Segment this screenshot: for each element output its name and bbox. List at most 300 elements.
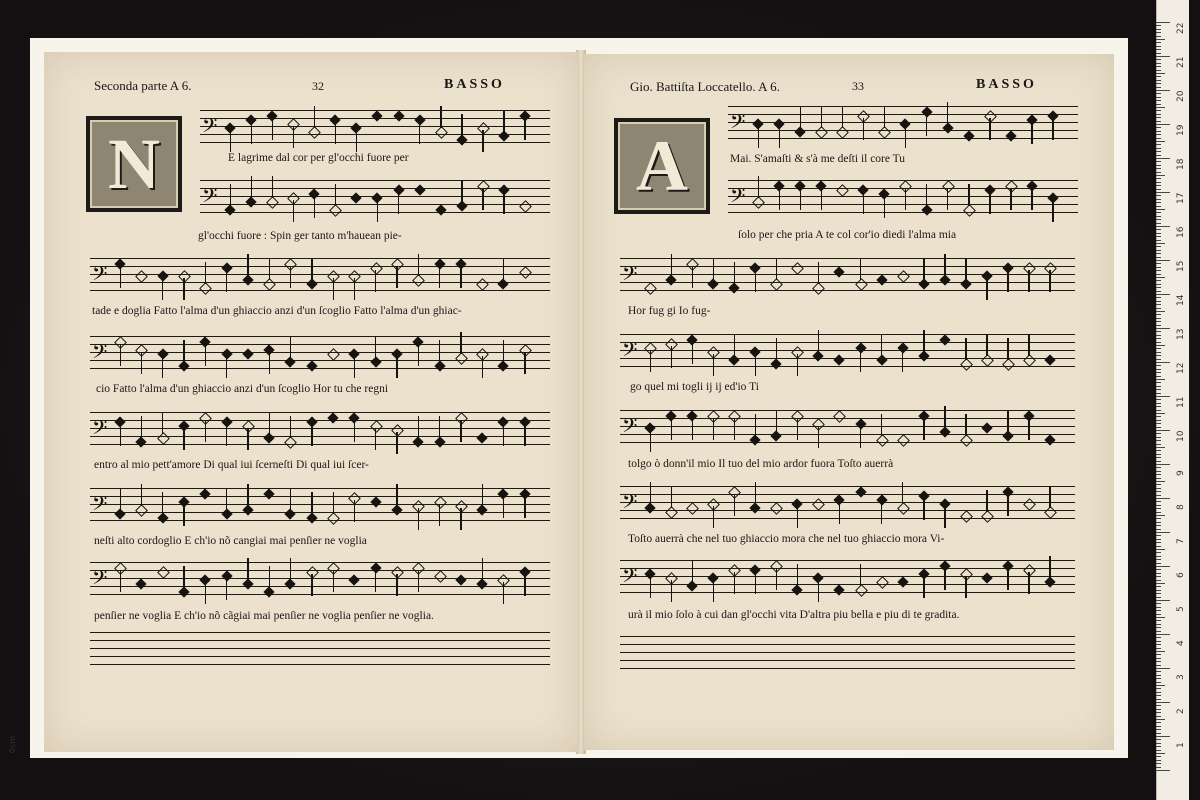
ruler-tick <box>1156 257 1161 258</box>
ruler-tick <box>1156 22 1170 23</box>
note-stem <box>863 118 864 140</box>
right-lyric-line-1: Mai. S'amaſti & s'à me deſti il core Tu <box>730 153 906 165</box>
note-stem <box>293 126 294 148</box>
music-note <box>834 410 847 423</box>
ruler-tick <box>1156 195 1161 196</box>
note-stem <box>671 580 672 602</box>
ruler-tick <box>1156 274 1161 275</box>
ruler-tick <box>1156 189 1161 190</box>
music-note <box>136 578 147 589</box>
ruler-tick <box>1156 464 1170 465</box>
ruler-tick <box>1156 90 1170 91</box>
ruler-tick <box>1156 753 1165 754</box>
note-stem <box>881 414 882 436</box>
ruler-tick <box>1156 450 1161 451</box>
ruler-tick <box>1156 223 1161 224</box>
ruler-tick <box>1156 705 1161 706</box>
ruler-tick <box>1156 240 1161 241</box>
music-note <box>372 110 383 121</box>
ruler-tick <box>1156 202 1161 203</box>
note-stem <box>183 504 184 526</box>
ruler-tick <box>1156 107 1165 108</box>
note-stem <box>269 412 270 434</box>
music-note <box>266 196 279 209</box>
music-note <box>519 200 532 213</box>
ruler-tick <box>1156 685 1165 686</box>
note-stem <box>968 184 969 206</box>
clef-icon: 𝄢 <box>730 110 746 138</box>
ruler-tick <box>1156 314 1161 315</box>
music-note <box>285 578 296 589</box>
initial-letter: N <box>108 124 160 204</box>
staff-line <box>90 664 550 665</box>
note-stem <box>183 340 184 362</box>
music-note <box>263 278 276 291</box>
music-note <box>794 126 805 137</box>
ruler-tick <box>1156 331 1161 332</box>
ruler-tick <box>1156 733 1161 734</box>
note-stem <box>226 488 227 510</box>
right-music-staff <box>620 560 1075 600</box>
clef-icon: 𝄢 <box>622 262 638 290</box>
ruler-tick <box>1156 250 1161 251</box>
ruler-tick <box>1156 83 1161 84</box>
staff-line <box>90 648 550 649</box>
note-stem <box>755 572 756 594</box>
note-stem <box>354 500 355 522</box>
staff-line <box>90 344 550 345</box>
ruler-tick <box>1156 260 1170 261</box>
ruler-number: 9 <box>1176 470 1186 476</box>
ruler-tick <box>1156 321 1161 322</box>
note-stem <box>797 418 798 440</box>
right-music-staff <box>620 258 1075 298</box>
ruler-tick <box>1156 172 1161 173</box>
right-header-title: Gio. Battiſta Loccatello. A 6. <box>630 79 780 94</box>
music-note <box>349 574 360 585</box>
note-stem <box>251 122 252 144</box>
ruler-tick <box>1156 175 1165 176</box>
ruler-tick <box>1156 376 1161 377</box>
music-note <box>285 436 298 449</box>
ruler-tick <box>1156 348 1161 349</box>
ruler-tick <box>1156 318 1161 319</box>
note-stem <box>524 574 525 596</box>
left-header-title: Seconda parte A 6. <box>94 78 192 93</box>
ruler-tick <box>1156 379 1165 380</box>
ruler-tick <box>1156 641 1161 642</box>
ruler-tick <box>1156 114 1161 115</box>
ruler-tick <box>1156 539 1161 540</box>
left-lyric-line-6: neſti alto cordoglio E ch'io nõ cangiai mai penſier ne voglia <box>94 535 367 547</box>
note-stem <box>205 582 206 604</box>
music-note <box>939 274 950 285</box>
note-stem <box>923 576 924 598</box>
ruler-tick <box>1156 151 1161 152</box>
ruler-tick <box>1156 294 1170 295</box>
music-note <box>897 576 908 587</box>
music-note <box>897 434 910 447</box>
ruler-tick <box>1156 593 1161 594</box>
ruler-tick <box>1156 297 1161 298</box>
ruler-tick <box>1156 216 1161 217</box>
staff-line <box>620 518 1075 519</box>
ruler-tick <box>1156 399 1161 400</box>
ruler-tick <box>1156 124 1170 125</box>
music-note <box>414 184 425 195</box>
note-stem <box>247 558 248 580</box>
staff-line <box>728 106 1078 107</box>
ruler-tick <box>1156 372 1161 373</box>
music-note <box>752 196 765 209</box>
ruler-tick <box>1156 80 1161 81</box>
ruler-tick <box>1156 529 1161 530</box>
note-stem <box>1049 556 1050 578</box>
note-stem <box>141 352 142 374</box>
music-note <box>476 504 487 515</box>
note-stem <box>396 574 397 596</box>
note-stem <box>439 266 440 288</box>
ruler-tick <box>1156 692 1161 693</box>
ruler-tick <box>1156 467 1161 468</box>
ruler-tick <box>1156 56 1170 57</box>
left-voice-label: BASSO <box>444 77 505 92</box>
decorated-initial-a <box>614 118 710 214</box>
ruler-tick <box>1156 76 1161 77</box>
music-note <box>306 278 317 289</box>
ruler-tick <box>1156 576 1161 577</box>
ruler-tick <box>1156 117 1161 118</box>
note-stem <box>418 254 419 276</box>
ruler-tick <box>1156 736 1170 737</box>
music-note <box>644 282 657 295</box>
music-note <box>834 354 845 365</box>
ruler-tick <box>1156 53 1161 54</box>
note-stem <box>926 114 927 136</box>
ruler-tick <box>1156 644 1161 645</box>
music-note <box>519 266 532 279</box>
note-stem <box>439 340 440 362</box>
left-music-staff <box>90 412 550 452</box>
ruler-tick <box>1156 457 1161 458</box>
ruler-tick <box>1156 97 1161 98</box>
ruler-tick <box>1156 569 1161 570</box>
music-note <box>963 130 974 141</box>
note-stem <box>439 416 440 438</box>
note-stem <box>860 426 861 448</box>
music-note <box>918 350 929 361</box>
ruler-tick <box>1156 403 1161 404</box>
note-stem <box>1031 122 1032 144</box>
ruler-tick <box>1156 607 1161 608</box>
initial-letter: A <box>636 126 688 206</box>
note-stem <box>460 420 461 442</box>
music-note <box>939 334 950 345</box>
music-note <box>455 574 466 585</box>
ruler-number: 15 <box>1176 260 1186 272</box>
ruler-tick <box>1156 338 1161 339</box>
staff-line <box>90 640 550 641</box>
ruler-tick <box>1156 739 1161 740</box>
ruler-tick <box>1156 522 1161 523</box>
music-note <box>157 432 170 445</box>
note-stem <box>183 278 184 300</box>
music-note <box>1023 498 1036 511</box>
note-stem <box>439 504 440 526</box>
note-stem <box>396 356 397 378</box>
ruler-number: 21 <box>1176 56 1186 68</box>
music-note <box>224 204 235 215</box>
left-lyric-line-2: gl'occhi fuore : Spin ger tanto m'hauean pie- <box>198 230 402 242</box>
ruler-tick <box>1156 127 1161 128</box>
note-stem <box>779 126 780 148</box>
ruler-tick <box>1156 631 1161 632</box>
note-stem <box>162 278 163 300</box>
staff-line <box>620 592 1075 593</box>
music-note <box>498 360 509 371</box>
note-stem <box>884 196 885 218</box>
note-stem <box>396 266 397 288</box>
note-stem <box>1007 568 1008 590</box>
note-stem <box>314 106 315 128</box>
note-stem <box>375 336 376 358</box>
note-stem <box>205 420 206 442</box>
music-note <box>939 426 950 437</box>
ruler-tick <box>1156 144 1161 145</box>
ruler-tick <box>1156 138 1161 139</box>
note-stem <box>247 428 248 450</box>
ruler-tick <box>1156 430 1170 431</box>
note-stem <box>247 484 248 506</box>
music-note <box>960 510 973 523</box>
note-stem <box>311 574 312 596</box>
note-stem <box>650 482 651 504</box>
note-stem <box>272 176 273 198</box>
ruler-tick <box>1156 342 1161 343</box>
staff-line <box>90 444 550 445</box>
ruler-tick <box>1156 199 1161 200</box>
note-stem <box>860 350 861 372</box>
note-stem <box>734 418 735 440</box>
ruler-tick <box>1156 233 1161 234</box>
note-stem <box>461 180 462 202</box>
ruler-number: 16 <box>1176 226 1186 238</box>
ruler-tick <box>1156 104 1161 105</box>
note-stem <box>944 568 945 590</box>
note-stem <box>839 502 840 524</box>
ruler-tick <box>1156 165 1161 166</box>
staff-line <box>90 266 550 267</box>
ruler-tick <box>1156 284 1161 285</box>
music-note <box>242 274 253 285</box>
music-note <box>178 586 189 597</box>
staff-line <box>620 660 1075 661</box>
ruler-tick <box>1156 39 1165 40</box>
right-music-staff <box>620 410 1075 450</box>
note-stem <box>1031 188 1032 210</box>
music-note <box>876 274 887 285</box>
note-stem <box>314 196 315 218</box>
music-note <box>960 278 971 289</box>
music-note <box>813 282 826 295</box>
note-stem <box>290 558 291 580</box>
note-stem <box>800 106 801 128</box>
note-stem <box>205 344 206 366</box>
music-note <box>456 200 467 211</box>
music-note <box>834 584 845 595</box>
note-stem <box>779 188 780 210</box>
music-note <box>242 504 253 515</box>
left-lyric-line-4: cio Fatto l'alma d'un ghiaccio anzi d'un ſcoglio Hor tu che regni <box>96 383 389 395</box>
music-note <box>770 278 783 291</box>
note-stem <box>650 430 651 452</box>
ruler-tick <box>1156 603 1161 604</box>
ruler-tick <box>1156 702 1170 703</box>
clef-icon: 𝄢 <box>92 340 108 368</box>
music-note <box>791 262 804 275</box>
ruler-number: 10 <box>1176 430 1186 442</box>
music-note <box>813 350 824 361</box>
note-stem <box>293 200 294 222</box>
note-stem <box>418 344 419 366</box>
ruler-tick <box>1156 580 1161 581</box>
note-stem <box>290 488 291 510</box>
ruler-tick <box>1156 46 1161 47</box>
note-stem <box>986 334 987 356</box>
note-stem <box>230 130 231 152</box>
ruler-tick <box>1156 682 1161 683</box>
ruler-tick <box>1156 461 1161 462</box>
ruler-tick <box>1156 304 1161 305</box>
ruler-tick <box>1156 178 1161 179</box>
staff-line <box>90 428 550 429</box>
music-note <box>855 486 866 497</box>
music-note <box>876 354 887 365</box>
ruler-number: 17 <box>1176 192 1186 204</box>
ruler-tick <box>1156 651 1165 652</box>
note-stem <box>863 192 864 214</box>
ruler-tick <box>1156 726 1161 727</box>
note-stem <box>905 126 906 148</box>
note-stem <box>1028 334 1029 356</box>
note-stem <box>944 506 945 528</box>
note-stem <box>183 428 184 450</box>
ruler-tick <box>1156 182 1161 183</box>
note-stem <box>734 334 735 356</box>
note-stem <box>797 506 798 528</box>
ruler-tick <box>1156 386 1161 387</box>
left-music-staff <box>90 258 550 298</box>
ruler-tick <box>1156 549 1165 550</box>
ruler-tick <box>1156 610 1161 611</box>
staff-line <box>200 212 550 213</box>
note-stem <box>1007 270 1008 292</box>
ruler-number: 14 <box>1176 294 1186 306</box>
note-stem <box>120 266 121 288</box>
music-note <box>729 354 740 365</box>
music-note <box>263 488 274 499</box>
ruler-tick <box>1156 699 1161 700</box>
note-stem <box>755 414 756 436</box>
music-note <box>1002 358 1015 371</box>
ruler-number: 20 <box>1176 90 1186 102</box>
staff-line <box>620 442 1075 443</box>
music-note <box>393 110 404 121</box>
note-stem <box>162 492 163 514</box>
note-stem <box>650 576 651 598</box>
music-note <box>771 358 782 369</box>
note-stem <box>923 330 924 352</box>
staff-line <box>620 258 1075 259</box>
music-note <box>813 498 826 511</box>
note-stem <box>272 118 273 140</box>
note-stem <box>1028 270 1029 292</box>
ruler-tick <box>1156 518 1161 519</box>
ruler-tick <box>1156 219 1161 220</box>
staff-line <box>90 632 550 633</box>
ruler-tick <box>1156 148 1161 149</box>
music-note <box>498 130 509 141</box>
note-stem <box>120 424 121 446</box>
ruler-tick <box>1156 63 1161 64</box>
note-stem <box>923 258 924 280</box>
ruler-tick <box>1156 161 1161 162</box>
ruler-tick <box>1156 743 1161 744</box>
music-note <box>221 508 232 519</box>
ruler-tick <box>1156 498 1170 499</box>
ruler-tick <box>1156 525 1161 526</box>
ruler-tick <box>1156 756 1161 757</box>
ruler-tick <box>1156 590 1161 591</box>
ruler-tick <box>1156 110 1161 111</box>
ruler-tick <box>1156 634 1170 635</box>
ruler-number: 8 <box>1176 504 1186 510</box>
clef-icon: 𝄢 <box>92 262 108 290</box>
clef-icon: 𝄢 <box>622 490 638 518</box>
note-stem <box>776 410 777 432</box>
music-note <box>308 126 321 139</box>
ruler-tick <box>1156 253 1161 254</box>
ruler-tick <box>1156 246 1161 247</box>
note-stem <box>905 188 906 210</box>
music-note <box>329 204 342 217</box>
ruler-tick <box>1156 767 1161 768</box>
music-note <box>306 360 317 371</box>
music-note <box>157 512 168 523</box>
music-note <box>686 580 697 591</box>
ruler-tick <box>1156 654 1161 655</box>
ruler-tick <box>1156 637 1161 638</box>
music-note <box>199 282 212 295</box>
music-note <box>498 278 509 289</box>
left-music-staff <box>90 336 550 376</box>
note-stem <box>120 570 121 592</box>
clef-icon: 𝄢 <box>730 184 746 212</box>
ruler-tick <box>1156 87 1161 88</box>
clef-icon: 𝄢 <box>92 416 108 444</box>
note-stem <box>986 278 987 300</box>
ruler-number: 13 <box>1176 328 1186 340</box>
note-stem <box>923 418 924 440</box>
ruler-tick <box>1156 440 1161 441</box>
note-stem <box>902 482 903 504</box>
ruler-tick <box>1156 583 1165 584</box>
note-stem <box>141 484 142 506</box>
ruler-tick <box>1156 454 1161 455</box>
staff-line <box>90 656 550 657</box>
ruler-tick <box>1156 471 1161 472</box>
ruler-tick <box>1156 121 1161 122</box>
